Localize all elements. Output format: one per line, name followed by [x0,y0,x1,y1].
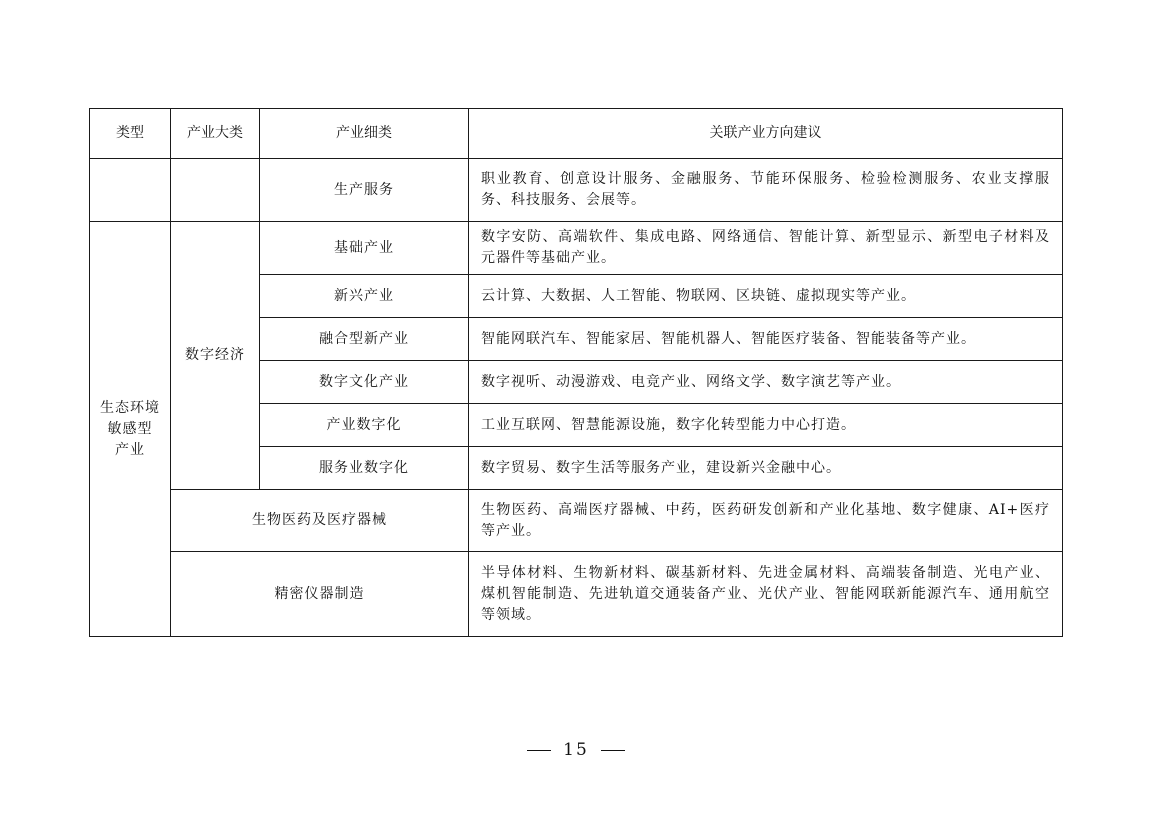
header-type: 类型 [90,109,171,159]
major-cell-precision-instruments: 精密仪器制造 [171,552,469,637]
sub-cell: 融合型新产业 [260,318,469,361]
direction-cell: 智能网联汽车、智能家居、智能机器人、智能医疗装备、智能装备等产业。 [469,318,1063,361]
header-major: 产业大类 [171,109,260,159]
footer-dash-right [601,750,625,751]
header-sub: 产业细类 [260,109,469,159]
direction-cell: 数字视听、动漫游戏、电竞产业、网络文学、数字演艺等产业。 [469,361,1063,404]
header-direction: 关联产业方向建议 [469,109,1063,159]
direction-cell: 职业教育、创意设计服务、金融服务、节能环保服务、检验检测服务、农业支撑服务、科技服务、会展等。 [469,159,1063,222]
table-row [90,490,1063,552]
direction-cell: 半导体材料、生物新材料、碳基新材料、先进金属材料、高端装备制造、光电产业、煤机智能制造、先进轨道交通装备产业、光伏产业、智能网联新能源汽车、通用航空等领域。 [469,552,1063,637]
page-footer [0,740,1152,760]
footer-dash-left [527,750,551,751]
type-cell [90,159,171,222]
sub-cell: 新兴产业 [260,275,469,318]
major-cell-biomedicine: 生物医药及医疗器械 [171,490,469,552]
direction-cell: 工业互联网、智慧能源设施，数字化转型能力中心打造。 [469,404,1063,447]
sub-cell: 生产服务 [260,159,469,222]
direction-cell: 数字安防、高端软件、集成电路、网络通信、智能计算、新型显示、新型电子材料及元器件等基础产业。 [469,222,1063,275]
table-row [90,552,1063,637]
sub-cell: 基础产业 [260,222,469,275]
sub-cell: 数字文化产业 [260,361,469,404]
major-cell-digital-economy: 数字经济 [171,222,260,490]
industry-table [89,108,1063,637]
sub-cell: 服务业数字化 [260,447,469,490]
table-row [90,222,1063,275]
page-number: 15 [563,740,589,760]
table-header-row [90,109,1063,159]
direction-cell: 生物医药、高端医疗器械、中药，医药研发创新和产业化基地、数字健康、AI+医疗等产业。 [469,490,1063,552]
type-cell-eco-sensitive: 生态环境 敏感型 产业 [90,222,171,637]
major-cell [171,159,260,222]
direction-cell: 云计算、大数据、人工智能、物联网、区块链、虚拟现实等产业。 [469,275,1063,318]
table-row [90,159,1063,222]
sub-cell: 产业数字化 [260,404,469,447]
direction-cell: 数字贸易、数字生活等服务产业，建设新兴金融中心。 [469,447,1063,490]
